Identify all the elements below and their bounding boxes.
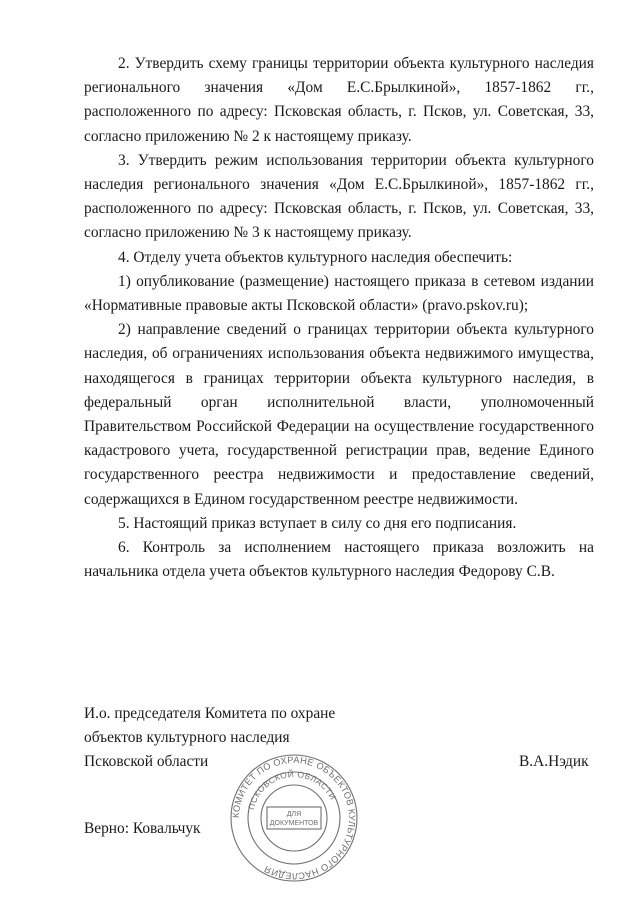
paragraph-subitem-1: 1) опубликование (размещение) настоящего приказа в сетевом издании «Нормативные правовые акты Псковской области» (pravo.pskov.ru); <box>84 272 594 315</box>
signatory-title-line: Псковской области <box>84 753 209 771</box>
seal-center-line2: ДОКУМЕНТОВ <box>269 820 319 827</box>
seal-graphic <box>228 752 360 884</box>
paragraph-item-4: 4. Отделу учета объектов культурного наследия обеспечить: <box>118 248 513 266</box>
paragraph-item-5: 5. Настоящий приказ вступает в силу со дня его подписания. <box>118 514 517 532</box>
seal-center-line1: ДЛЯ <box>286 811 302 818</box>
official-seal <box>228 752 360 884</box>
seal-inner-ring <box>261 785 327 851</box>
paragraph-item-3: 3. Утвердить режим использования территории объекта культурного наследия регионального значения «Дом Е.С.Брылкиной», 1857-1862 гг., расположенного по адресу: Псковская область, г. Псков, ул. Советская, 33, согласно приложению № 3 к настоящему приказу. <box>84 151 594 242</box>
seal-outer-text: КОМИТЕТ ПО ОХРАНЕ ОБЪЕКТОВ КУЛЬТУРНОГО НАСЛЕДИЯ <box>230 754 358 882</box>
signatory-title-line: И.о. председателя Комитета по охране <box>84 705 336 722</box>
paragraph-subitem-2: 2) направление сведений о границах территории объекта культурного наследия, об ограничениях использования объекта недвижимого имущества, находящегося в границах территории объекта культурного наследия, в федеральный орган исполнительной власти, уполномоченный Правительством Российской Федерации на осуществление государственного кадастрового учета, государственной регистрации прав, ведение Единого государственного реестра недвижимости и предоставление сведений, содержащихся в Едином государственном реестре недвижимости. <box>84 321 594 508</box>
signatory-name: В.А.Нэдик <box>519 753 589 770</box>
signatory-title-line: объектов культурного наследия <box>84 729 290 747</box>
paragraph-item-6: 6. Контроль за исполнением настоящего приказа возложить на начальника отдела учета объектов культурного наследия Федорову С.В. <box>84 539 594 581</box>
certification-note: Верно: Ковальчук <box>84 820 201 837</box>
seal-inner-text: ПСКОВСКОЙ ОБЛАСТИ <box>245 768 339 811</box>
order-body <box>84 52 594 584</box>
paragraph-item-2: 2. Утвердить схему границы территории объекта культурного наследия регионального значения «Дом Е.С.Брылкиной», 1857-1862 гг., расположенного по адресу: Псковская область, г. Псков, ул. Советская, 33, согласно приложению № 2 к настоящему приказу. <box>84 55 594 145</box>
